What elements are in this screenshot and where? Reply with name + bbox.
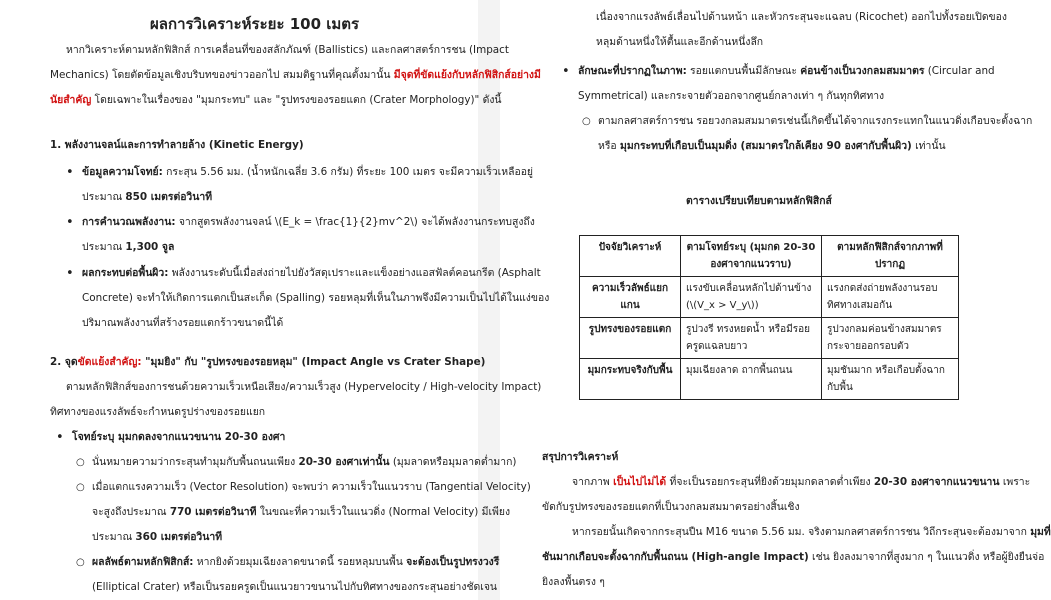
bullet-icon: • xyxy=(56,430,64,445)
s2-sub2-line3: ประมาณ 360 เมตรต่อวินาที xyxy=(92,531,223,543)
table-cell: แรงกดส่งถ่ายพลังงานรอบทิศทางเสมอกัน xyxy=(822,277,959,318)
circle-bullet-icon: ○ xyxy=(76,557,85,568)
summary-heading: สรุปการวิเคราะห์ xyxy=(542,451,619,463)
right-bullet1-line1: ลักษณะที่ปรากฏในภาพ: รอยแตกบนพื้นมีลักษณะ ค่อนข้างเป็นวงกลมสมมาตร (Circular and xyxy=(578,65,995,77)
s1-item3-line2: Concrete) จะทำให้เกิดการแตกเป็นสะเก็ด (Spalling) รอยหลุมที่เห็นในภาพจึงมีความเป็นไปได้ในแง่ของ xyxy=(82,292,550,304)
table-cell: มุมชันมาก หรือเกือบตั้งฉากกับพื้น xyxy=(822,359,959,400)
bullet-icon: • xyxy=(66,215,74,230)
circle-bullet-icon: ○ xyxy=(76,482,85,493)
comparison-table xyxy=(579,235,959,400)
circle-bullet-icon: ○ xyxy=(582,116,591,127)
section-1-heading: 1. พลังงานจลน์และการทำลายล้าง (Kinetic Energy) xyxy=(50,139,304,151)
page-title: ผลการวิเคราะห์ระยะ 100 เมตร xyxy=(150,15,360,33)
table-row xyxy=(580,277,959,318)
table-header-cell: ตามหลักฟิสิกส์จากภาพที่ปรากฏ xyxy=(822,236,959,277)
summary-line1: จากภาพ เป็นไปไม่ได้ ที่จะเป็นรอยกระสุนที่ยิงด้วยมุมกดลาดต่ำเพียง 20-30 องศาจากแนวขนาน เพราะ xyxy=(572,476,1031,488)
table-cell: มุมเฉียงลาด ถากพื้นถนน xyxy=(681,359,822,400)
s2-sub2-line1: เมื่อแตกแรงความเร็ว (Vector Resolution) จะพบว่า ความเร็วในแนวราบ (Tangential Velocity) xyxy=(92,481,531,493)
table-title: ตารางเปรียบเทียบตามหลักฟิสิกส์ xyxy=(686,195,832,207)
s2-sub2-line2: จะสูงถึงประมาณ 770 เมตรต่อวินาที ในขณะที่ความเร็วในแนวดิ่ง (Normal Velocity) มีเพียง xyxy=(92,506,511,518)
table-row xyxy=(580,359,959,400)
intro-line-1: หากวิเคราะห์ตามหลักฟิสิกส์ การเคลื่อนที่ของสลักภัณฑ์ (Ballistics) และกลศาสตร์การชน (Impact xyxy=(66,44,509,56)
summary-line5: ยิงลงพื้นตรง ๆ xyxy=(542,576,605,588)
circle-bullet-icon: ○ xyxy=(76,457,85,468)
s2-bullet1: โจทย์ระบุ มุมกดลงจากแนวขนาน 20-30 องศา xyxy=(72,431,286,443)
table-header-row xyxy=(580,236,959,277)
table-cell: แรงขับเคลื่อนหลักไปด้านข้าง (\(V_x > V_y\)) xyxy=(681,277,822,318)
table-row xyxy=(580,318,959,359)
table-cell: รูปวงกลมค่อนข้างสมมาตร กระจายออกรอบตัว xyxy=(822,318,959,359)
bullet-icon: • xyxy=(66,165,74,180)
table-cell: รูปทรงของรอยแตก xyxy=(580,318,681,359)
summary-line3: หากรอยนั้นเกิดจากกระสุนปืน M16 ขนาด 5.56 มม. จริงตามกลศาสตร์การชน วิถีกระสุนจะต้องมาจาก มุมที่ xyxy=(572,526,1051,538)
intro-line-3: นัยสำคัญ โดยเฉพาะในเรื่องของ "มุมกระทบ" และ "รูปทรงของรอยแตก (Crater Morphology)" ดังนี้ xyxy=(50,94,502,106)
s1-item3-line1: ผลกระทบต่อพื้นผิว: พลังงานระดับนี้เมื่อส่งถ่ายไปยังวัสดุเปราะและแข็งอย่างแอสฟัลต์คอนกรีต (Asphalt xyxy=(82,267,541,279)
right-bullet1-line2: Symmetrical) และกระจายตัวออกจากศูนย์กลางเท่า ๆ กันทุกทิศทาง xyxy=(578,90,885,102)
table-header-cell: ตามโจทย์ระบุ (มุมกด 20-30 องศาจากแนวราบ) xyxy=(681,236,822,277)
s1-item3-line3: ปริมาณพลังงานที่สร้างรอยแตกร้าวขนาดนี้ได้ xyxy=(82,317,284,329)
s1-item2-line1: การคำนวณพลังงาน: จากสูตรพลังงานจลน์ \(E_k = \frac{1}{2}mv^2\) จะได้พลังงานกระทบสูงถึง xyxy=(82,216,535,228)
s2-sub3-line2: (Elliptical Crater) หรือเป็นรอยครูดเป็นแนวยาวขนานไปกับทิศทางของกระสุนอย่างชัดเจน xyxy=(92,581,498,593)
s1-item1-line1: ข้อมูลความโจทย์: กระสุน 5.56 มม. (น้ำหนักเฉลี่ย 3.6 กรัม) ที่ระยะ 100 เมตร จะมีความเร็วเหลืออยู่ xyxy=(82,166,534,178)
s1-item2-line2: ประมาณ 1,300 จูล xyxy=(82,241,175,253)
s2-para-line1: ตามหลักฟิสิกส์ของการชนด้วยความเร็วเหนือเสียง/ความเร็วสูง (Hypervelocity / High-velocity Impact) xyxy=(66,381,542,393)
bullet-icon: • xyxy=(562,64,570,79)
intro-line-2: Mechanics) โดยตัดข้อมูลเชิงบริบทของข่าวออกไป สมมติฐานที่คุณตั้งมานั้น มีจุดที่ขัดแย้งกับหลักฟิสิกส์อย่างมี xyxy=(50,69,541,81)
right-sub1-line1: ตามกลศาสตร์การชน รอยวงกลมสมมาตรเช่นนี้เกิดขึ้นได้จากแรงกระแทกในแนวดิ่งเกือบจะตั้งฉาก xyxy=(598,115,1033,127)
table-cell: มุมกระทบจริงกับพื้น xyxy=(580,359,681,400)
right-sub1-line2: หรือ มุมกระทบที่เกือบเป็นมุมดิ่ง (สมมาตรใกล้เคียง 90 องศากับพื้นผิว) เท่านั้น xyxy=(598,140,946,152)
table-cell: รูปวงรี ทรงหยดน้ำ หรือมีรอยครูดแฉลบยาว xyxy=(681,318,822,359)
s2-sub1: นั่นหมายความว่ากระสุนทำมุมกับพื้นถนนเพียง 20-30 องศาเท่านั้น (มุมลาดหรือมุมลาดต่ำมาก) xyxy=(92,456,517,468)
table-cell: ความเร็วลัพธ์แยกแกน xyxy=(580,277,681,318)
right-top-line2: หลุมด้านหนึ่งให้ตื้นและอีกด้านหนึ่งลึก xyxy=(596,36,764,48)
right-top-line1: เนื่องจากแรงลัพธ์เลื่อนไปด้านหน้า และหัวกระสุนจะแฉลบ (Ricochet) ออกไปทั้งรอยเปิดของ xyxy=(596,11,1007,23)
s2-para-line2: ทิศทางของแรงลัพธ์จะกำหนดรูปร่างของรอยแยก xyxy=(50,406,266,418)
s1-item1-line2: ประมาณ 850 เมตรต่อวินาที xyxy=(82,191,213,203)
section-2-heading: 2. จุดขัดแย้งสำคัญ: "มุมยิง" กับ "รูปทรงของรอยหลุม" (Impact Angle vs Crater Shape) xyxy=(50,356,486,368)
s2-sub3-line1: ผลลัพธ์ตามหลักฟิสิกส์: หากยิงด้วยมุมเฉียงลาดขนาดนี้ รอยหลุมบนพื้น จะต้องเป็นรูปทรงวงรี xyxy=(92,556,500,568)
summary-line2: ขัดกับรูปทรงของรอยแตกที่เป็นวงกลมสมมาตรอย่างสิ้นเชิง xyxy=(542,501,800,513)
bullet-icon: • xyxy=(66,266,74,281)
summary-line4: ชันมากเกือบจะตั้งฉากกับพื้นถนน (High-angle Impact) เช่น ยิงลงมาจากที่สูงมาก ๆ ในแนวดิ่ง หรือผู้ยิงยืนจ่อ xyxy=(542,551,1045,563)
table-header-cell: ปัจจัยวิเคราะห์ xyxy=(580,236,681,277)
